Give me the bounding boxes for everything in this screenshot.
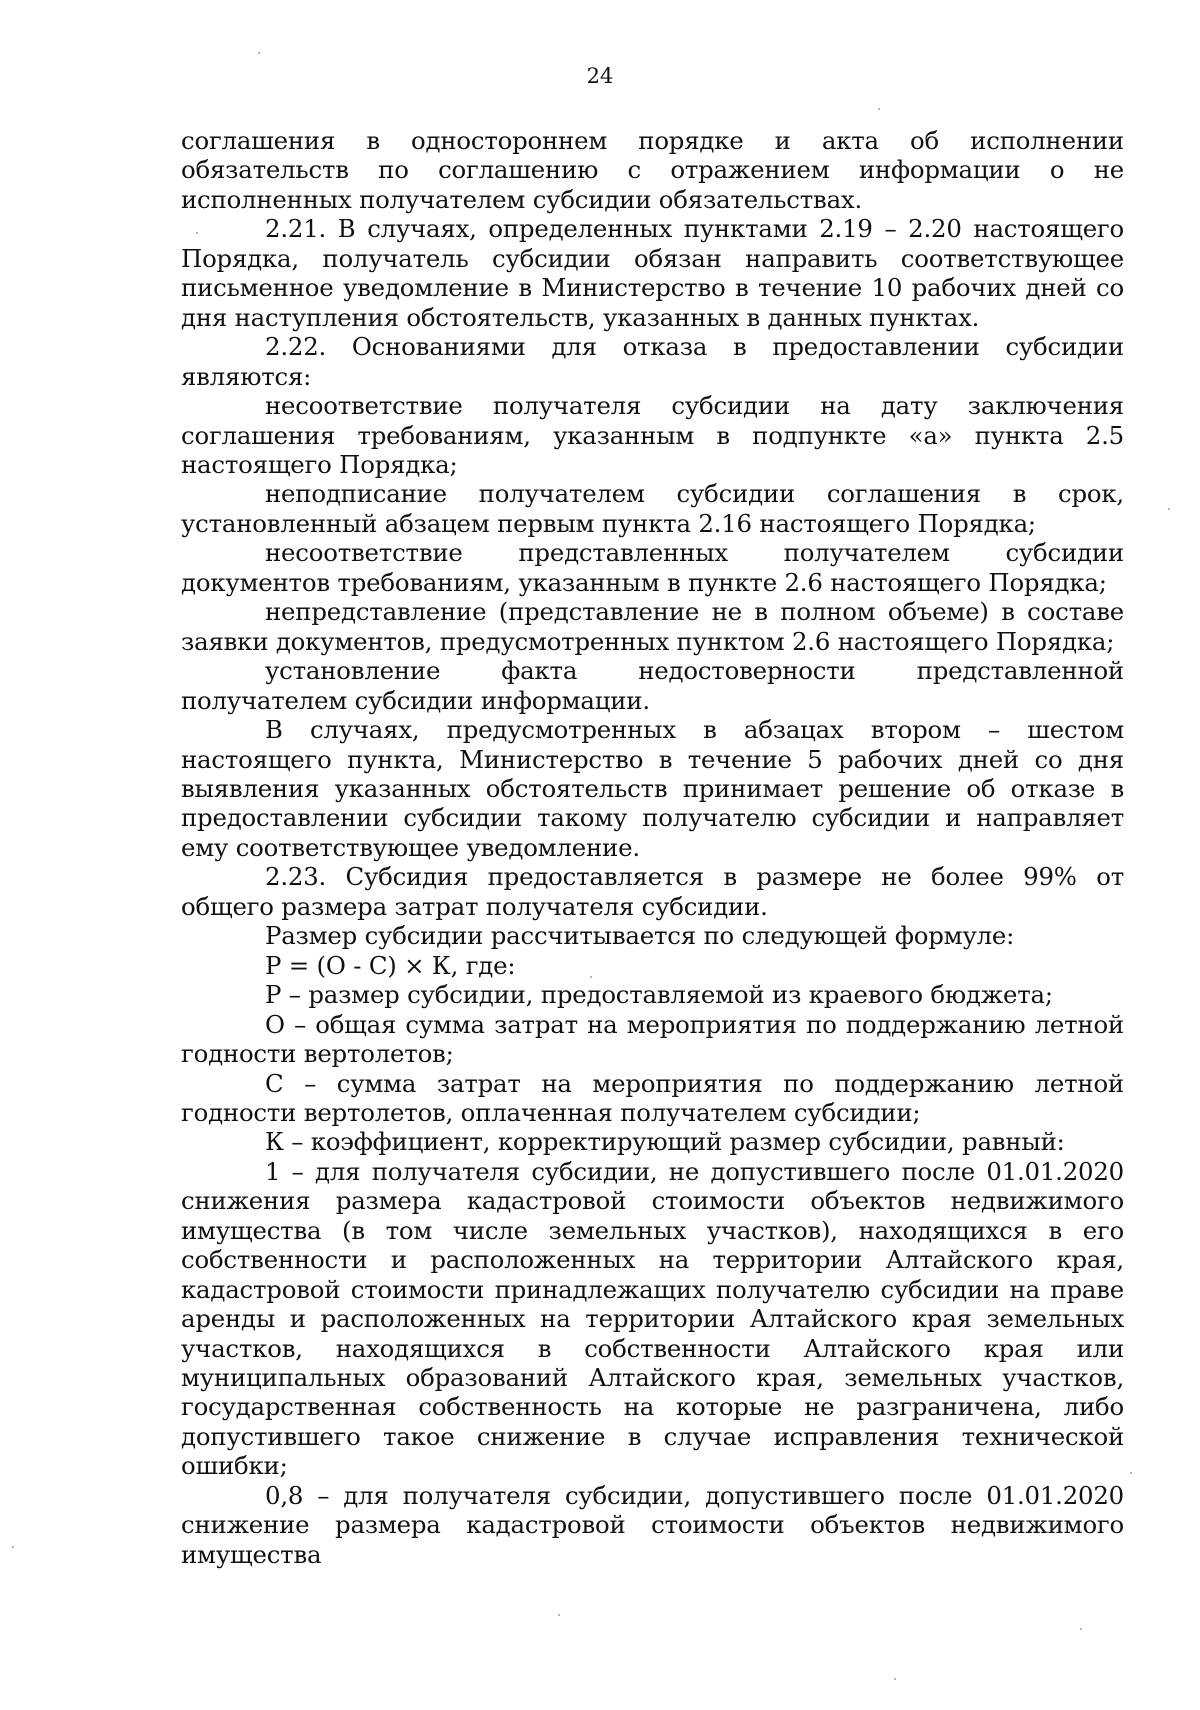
paragraph: Размер субсидии рассчитывается по следующей формуле: bbox=[265, 921, 1015, 951]
paragraph: Р = (О - С) × К, где: bbox=[265, 950, 516, 980]
scan-speck bbox=[1130, 1472, 1132, 1474]
paragraph: К – коэффициент, корректирующий размер субсидии, равный: bbox=[265, 1127, 1065, 1157]
paragraph: В случаях, предусмотренных в абзацах втором – шестом настоящего пункта, Министерство в течение 5 рабочих дней со дня выявления указанных обстоятельств принимает решение об отказе в предоставлении субсидии такому получателю субсидии и направляет ему соответствующее уведомление. bbox=[181, 715, 1124, 862]
scan-speck bbox=[12, 1546, 14, 1548]
scan-speck bbox=[558, 1614, 560, 1616]
scan-speck bbox=[590, 976, 592, 978]
scan-speck bbox=[1080, 1628, 1082, 1630]
paragraph: Р – размер субсидии, предоставляемой из краевого бюджета; bbox=[265, 980, 1053, 1010]
paragraph: соглашения в одностороннем порядке и акта об исполнении обязательств по соглашению с отражением информации о не исполненных получателем субсидии обязательствах. bbox=[181, 126, 1124, 214]
scan-speck bbox=[894, 1678, 896, 1680]
paragraph: 2.23. Субсидия предоставляется в размере не более 99% от общего размера затрат получателя субсидии. bbox=[181, 862, 1124, 921]
paragraph: непредставление (представление не в полном объеме) в составе заявки документов, предусмотренных пунктом 2.6 настоящего Порядка; bbox=[181, 597, 1124, 656]
scan-speck bbox=[878, 108, 880, 110]
scan-speck bbox=[258, 52, 260, 54]
paragraph: С – сумма затрат на мероприятия по поддержанию летной годности вертолетов, оплаченная получателем субсидии; bbox=[181, 1068, 1124, 1127]
paragraph: неподписание получателем субсидии соглашения в срок, установленный абзацем первым пункта 2.16 настоящего Порядка; bbox=[181, 479, 1124, 538]
paragraph: 0,8 – для получателя субсидии, допустившего после 01.01.2020 снижение размера кадастровой стоимости объектов недвижимого имущества bbox=[181, 1480, 1124, 1569]
scan-speck bbox=[1168, 508, 1170, 510]
scan-speck bbox=[196, 232, 198, 234]
paragraph: несоответствие получателя субсидии на дату заключения соглашения требованиям, указанным в подпункте «а» пункта 2.5 настоящего Порядка; bbox=[181, 391, 1124, 479]
page-number: 24 bbox=[586, 64, 614, 88]
document-body bbox=[181, 126, 1124, 1569]
paragraph: установление факта недостоверности представленной получателем субсидии информации. bbox=[181, 656, 1124, 715]
paragraph: несоответствие представленных получателем субсидии документов требованиям, указанным в пункте 2.6 настоящего Порядка; bbox=[181, 538, 1124, 597]
paragraph: О – общая сумма затрат на мероприятия по поддержанию летной годности вертолетов; bbox=[181, 1009, 1124, 1069]
paragraph: 2.21. В случаях, определенных пунктами 2.19 – 2.20 настоящего Порядка, получатель субсидии обязан направить соответствующее письменное уведомление в Министерство в течение 10 рабочих дней со дня наступления обстоятельств, указанных в данных пунктах. bbox=[181, 214, 1124, 332]
paragraph: 1 – для получателя субсидии, не допустившего после 01.01.2020 снижения размера кадастровой стоимости объектов недвижимого имущества (в том числе земельных участков), находящихся в его собственности и расположенных на территории Алтайского края, кадастровой стоимости принадлежащих получателю субсидии на праве аренды и расположенных на территории Алтайского края земельных участков, находящихся в собственности Алтайского края или муниципальных образований Алтайского края, земельных участков, государственная собственность на которые не разграничена, либо допустившего такое снижение в случае исправления технической ошибки; bbox=[181, 1156, 1124, 1481]
paragraph: 2.22. Основаниями для отказа в предоставлении субсидии являются: bbox=[181, 332, 1124, 391]
